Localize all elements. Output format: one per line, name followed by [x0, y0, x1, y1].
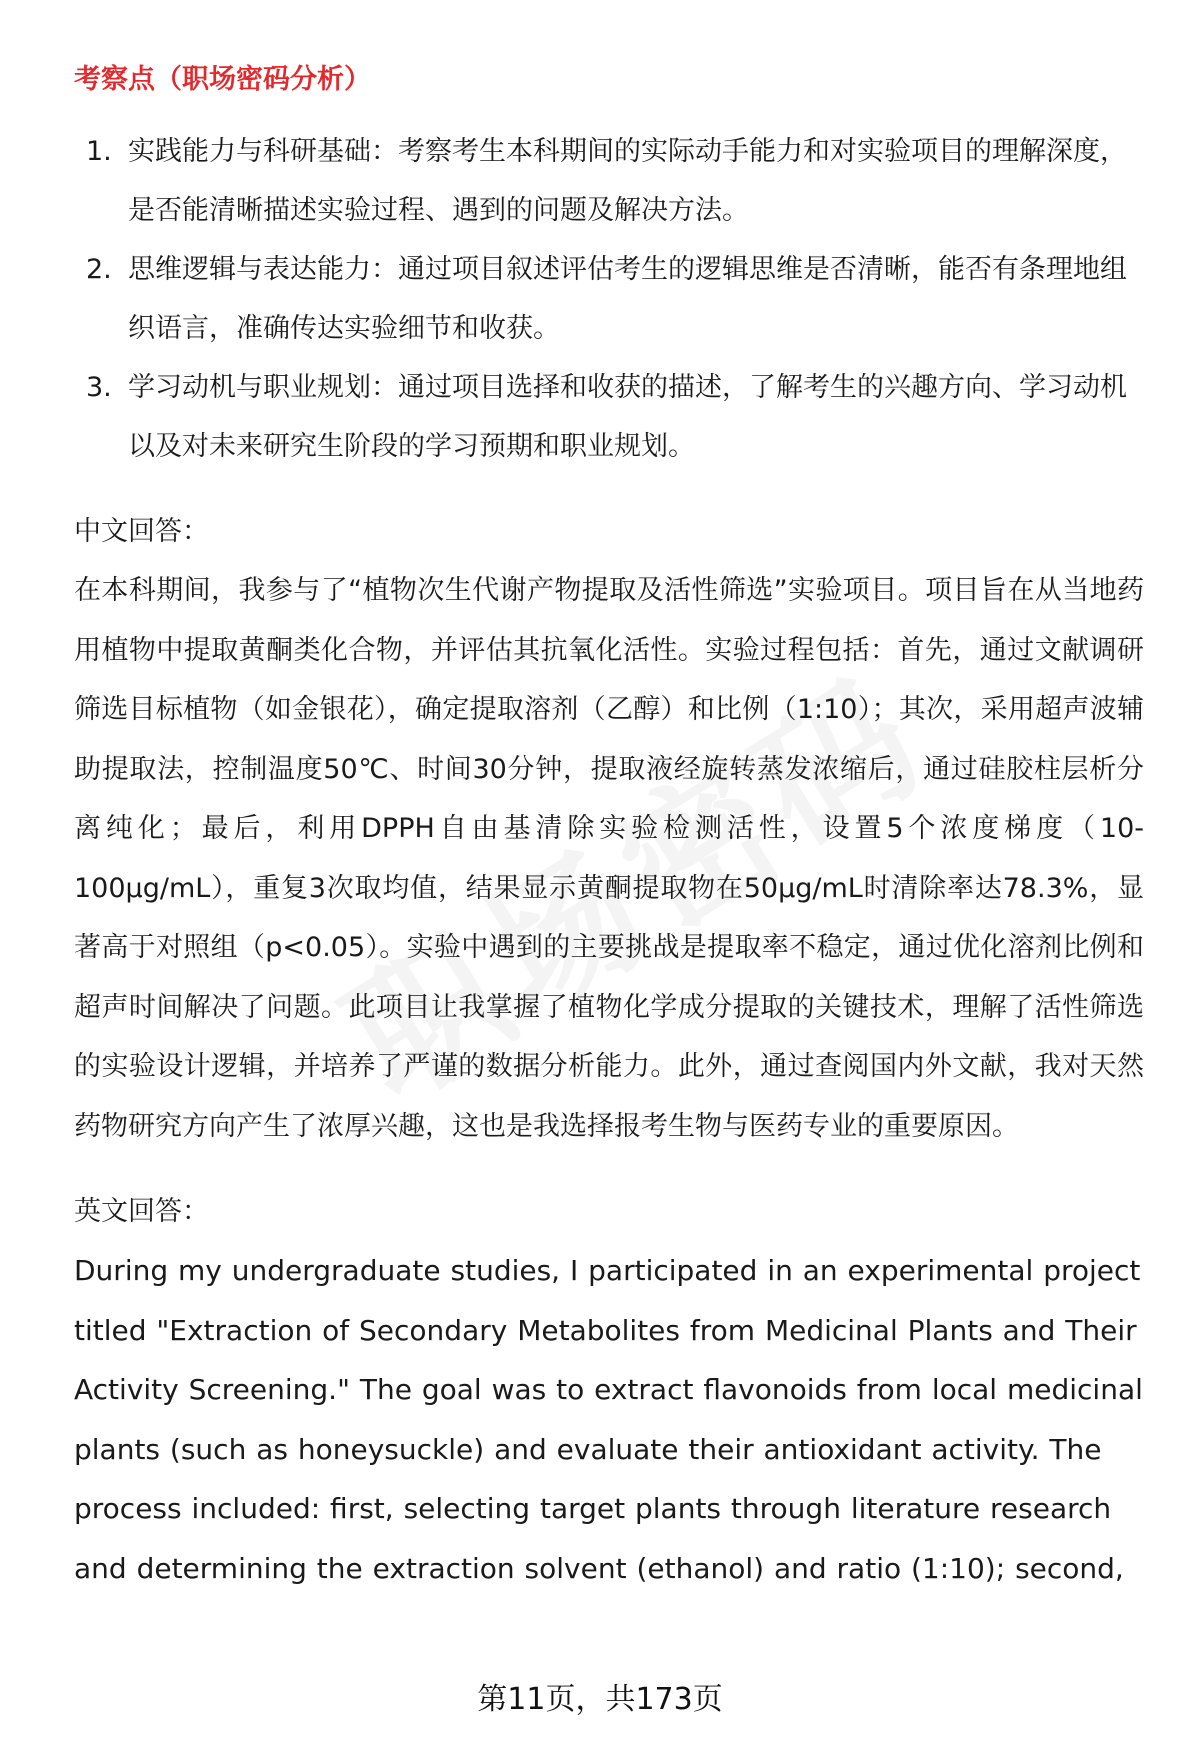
english-answer-text: During my undergraduate studies, I participated in an experimental project titled "Extraction of Secondary Metabolites from Medicinal Plants and Their Activity Screening." The goal was to extract flavonoids from local medicinal plants (such as honeysuckle) and evaluate their antioxidant activity. The process included: first, selecting target plants through literature research and determining the extraction solvent (ethanol) and ratio (1:10); second, [74, 1254, 1143, 1585]
list-item-text: 思维逻辑与表达能力：通过项目叙述评估考生的逻辑思维是否清晰，能否有条理地组织语言，准确传达实验细节和收获。 [128, 254, 1127, 344]
list-item [74, 240, 1144, 358]
english-answer-label: 英文回答： [74, 1196, 209, 1227]
list-item-number: 1. [86, 136, 112, 167]
list-item [74, 122, 1144, 240]
list-item [74, 358, 1144, 476]
content-area [74, 56, 1144, 1598]
list-item-text: 实践能力与科研基础：考察考生本科期间的实际动手能力和对实验项目的理解深度，是否能清晰描述实验过程、遇到的问题及解决方法。 [128, 136, 1127, 226]
section-heading: 考察点（职场密码分析） [74, 64, 371, 95]
chinese-answer-label: 中文回答： [74, 516, 209, 547]
page-number: 第11页，共173页 [477, 1682, 723, 1717]
chinese-answer-text: 在本科期间，我参与了“植物次生代谢产物提取及活性筛选”实验项目。项目旨在从当地药用植物中提取黄酮类化合物，并评估其抗氧化活性。实验过程包括：首先，通过文献调研筛选目标植物（如金银花），确定提取溶剂（乙醇）和比例（1:10）；其次，采用超声波辅助提取法，控制温度50℃、时间30分钟，提取液经旋转蒸发浓缩后，通过硅胶柱层析分离纯化；最后，利用DPPH自由基清除实验检测活性，设置5个浓度梯度（10-100μg/mL），重复3次取均值，结果显示黄酮提取物在50μg/mL时清除率达78.3%，显著高于对照组（p<0.05）。实验中遇到的主要挑战是提取率不稳定，通过优化溶剂比例和超声时间解决了问题。此项目让我掌握了植物化学成分提取的关键技术，理解了活性筛选的实验设计逻辑，并培养了严谨的数据分析能力。此外，通过查阅国内外文献，我对天然药物研究方向产生了浓厚兴趣，这也是我选择报考生物与医药专业的重要原因。 [74, 575, 1144, 1142]
assessment-points-list [74, 122, 1144, 476]
list-item-number: 3. [86, 372, 112, 403]
list-item-text: 学习动机与职业规划：通过项目选择和收获的描述，了解考生的兴趣方向、学习动机以及对未来研究生阶段的学习预期和职业规划。 [128, 372, 1127, 462]
list-item-number: 2. [86, 254, 112, 285]
